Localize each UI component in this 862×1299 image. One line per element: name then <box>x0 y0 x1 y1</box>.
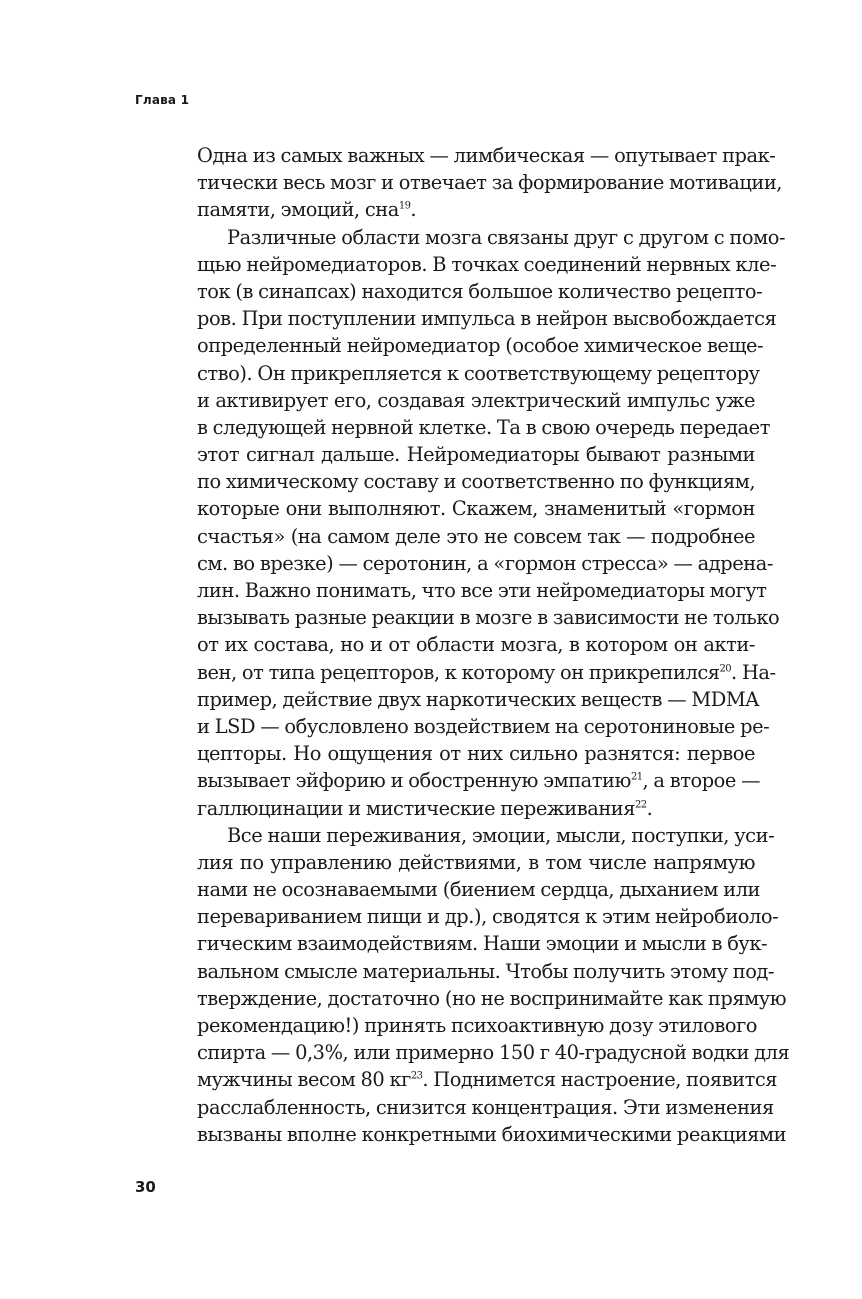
line-text: определенный нейромедиатор (особое химическое веще- <box>197 334 764 358</box>
line-text: вальном смысле материальны. Чтобы получить этому под- <box>197 959 775 983</box>
footnote-ref: 20 <box>719 663 732 675</box>
line-text: вызваны вполне конкретными биохимическими реакциями <box>197 1122 787 1146</box>
line-text: рекомендацию!) принять психоактивную дозу этилового <box>197 1014 758 1037</box>
text-line <box>197 930 768 957</box>
text-line <box>197 604 780 631</box>
text-line <box>197 1121 787 1148</box>
footnote-ref: 22 <box>635 799 647 811</box>
line-text: ров. При поступлении импульса в нейрон высвобождается <box>197 307 777 331</box>
text-line <box>197 278 763 305</box>
line-text-after-ref: , а второе — <box>642 769 761 793</box>
text-line <box>197 1039 790 1066</box>
text-line <box>197 332 764 359</box>
line-text: от их состава, но и от области мозга, в котором он акти- <box>197 633 755 657</box>
line-text-after-ref: . На- <box>731 660 776 684</box>
line-text: вызывать разные реакции в мозге в зависимости не только <box>197 606 780 630</box>
text-line <box>197 577 767 604</box>
text-line <box>197 1066 778 1093</box>
text-line <box>197 795 755 822</box>
line-text: которые они выполняют. Скажем, знаменитый «гормон <box>197 497 755 521</box>
text-line <box>197 305 777 332</box>
line-text: этот сигнал дальше. Нейромедиаторы бывают разными <box>197 443 755 467</box>
footnote-ref: 19 <box>398 200 411 212</box>
line-text: цепторы. Но ощущения от них сильно разнятся: первое <box>197 742 755 766</box>
line-text: ток (в синапсах) находится большое количество рецепто- <box>197 279 763 303</box>
line-text: гическим взаимодействиям. Наши эмоции и мысли в бук- <box>197 932 768 956</box>
line-text: перевариванием пищи и др.), сводятся к этим нейробиоло- <box>197 905 779 929</box>
line-text: ство). Он прикрепляется к соответствующему рецептору <box>197 361 760 385</box>
text-line <box>197 713 770 740</box>
line-text: мужчины весом 80 кг <box>197 1068 411 1092</box>
line-text: и активирует его, создавая электрический импульс уже <box>197 388 755 412</box>
line-text: тически весь мозг и отвечает за формирование мотивации, <box>197 171 783 195</box>
line-text-after-ref: . <box>410 198 417 222</box>
line-text: щью нейромедиаторов. В точках соединений нервных кле- <box>197 252 777 276</box>
line-text: нами не осознаваемыми (биением сердца, дыханием или <box>197 878 761 902</box>
text-line <box>197 659 776 686</box>
text-line <box>197 740 755 767</box>
text-line <box>197 767 761 794</box>
text-line <box>197 224 786 251</box>
line-text: см. во врезке) — серотонин, а «гормон стресса» — адрена- <box>197 551 773 575</box>
text-line <box>197 550 773 577</box>
text-line <box>197 251 777 278</box>
text-line <box>197 414 770 441</box>
line-text: и LSD — обусловлено воздействием на серотониновые ре- <box>197 714 770 738</box>
line-text: счастья» (на самом деле это не совсем так — подробнее <box>197 524 755 548</box>
text-line <box>197 387 755 414</box>
text-line <box>197 822 775 849</box>
line-text: лин. Важно понимать, что все эти нейромедиаторы могут <box>197 579 767 602</box>
line-text: расслабленность, снизится концентрация. Эти изменения <box>197 1095 774 1119</box>
line-text: Различные области мозга связаны друг с другом с помо- <box>227 225 786 249</box>
text-line <box>197 142 776 169</box>
line-text: Одна из самых важных — лимбическая — опутывает прак- <box>197 144 776 167</box>
footnote-ref: 23 <box>410 1070 423 1082</box>
text-line <box>197 169 783 196</box>
line-text: вен, от типа рецепторов, к которому он прикрепился <box>197 660 720 684</box>
footnote-ref: 21 <box>630 771 643 783</box>
text-line <box>197 441 755 468</box>
line-text: Все наши переживания, эмоции, мысли, поступки, уси- <box>227 823 775 847</box>
line-text: пример, действие двух наркотических веществ — MDMA <box>197 687 759 711</box>
line-text-after-ref: . <box>646 796 653 820</box>
running-head: Глава 1 <box>135 93 190 107</box>
text-line <box>197 360 760 387</box>
text-line <box>197 849 755 876</box>
text-line <box>197 631 755 658</box>
text-line <box>197 196 755 223</box>
line-text: памяти, эмоций, сна <box>197 198 399 222</box>
line-text: по химическому составу и соответственно по функциям, <box>197 470 756 494</box>
text-line <box>197 495 755 522</box>
text-line <box>197 958 775 985</box>
line-text: вызывает эйфорию и обостренную эмпатию <box>197 769 631 793</box>
text-line <box>197 523 755 550</box>
body-text <box>197 142 790 1148</box>
text-line <box>197 985 787 1012</box>
text-line <box>197 876 761 903</box>
text-line <box>197 903 779 930</box>
text-line <box>197 686 759 713</box>
text-line <box>197 468 755 495</box>
line-text: спирта — 0,3%, или примерно 150 г 40-градусной водки для <box>197 1041 790 1065</box>
line-text: тверждение, достаточно (но не воспринимайте как прямую <box>197 986 787 1010</box>
text-line <box>197 1012 758 1039</box>
line-text: в следующей нервной клетке. Та в свою очередь передает <box>197 415 770 439</box>
text-line <box>197 1094 774 1121</box>
page-number: 30 <box>135 1178 156 1196</box>
line-text: лия по управлению действиями, в том числе напрямую <box>197 850 755 874</box>
line-text-after-ref: . Поднимется настроение, появится <box>422 1068 778 1092</box>
line-text: галлюцинации и мистические переживания <box>197 796 636 820</box>
